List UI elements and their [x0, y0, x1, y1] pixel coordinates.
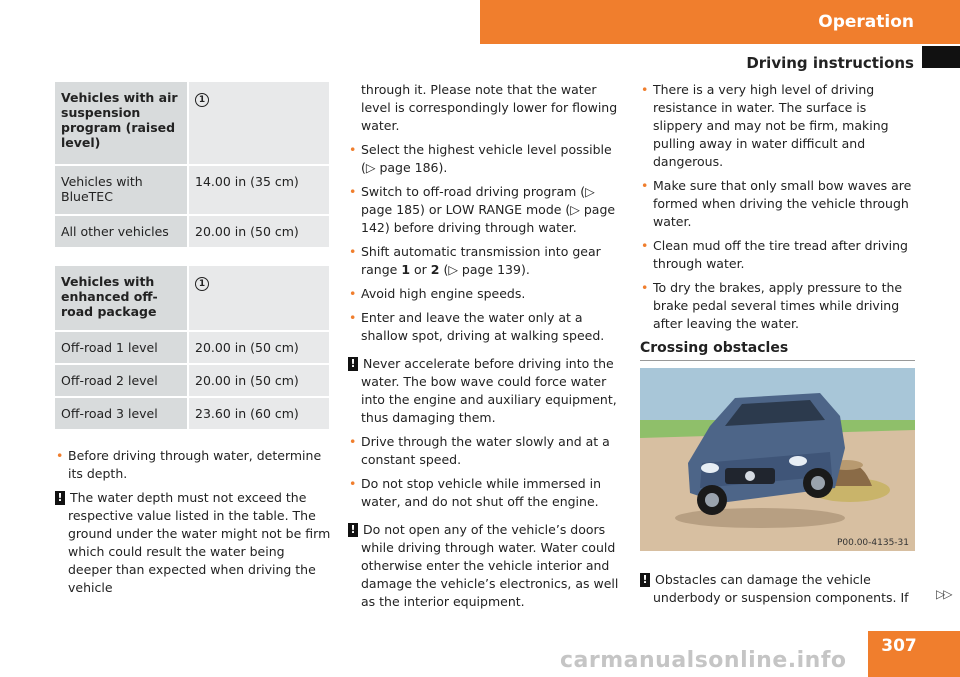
warning-note: ! The water depth must not exceed the respective value listed in the table. The ground under the water might not be firm which could result the water being deeper than expected when driving the vehicle	[55, 489, 332, 597]
table-header-label: Vehicles with enhanced off-road package	[55, 266, 187, 332]
list-item: • Select the highest vehicle level possible (▷ page 186).	[348, 141, 626, 177]
table-header-row	[55, 82, 329, 166]
exclamation-warning-icon: !	[348, 523, 358, 537]
subsection-title: Driving instructions	[746, 54, 914, 72]
list-item: • Enter and leave the water only at a shallow spot, driving at walking speed.	[348, 309, 626, 345]
circled-number-icon: 1	[195, 277, 209, 291]
warning-note: ! Do not open any of the vehicle’s doors while driving through water. Water could otherwise enter the vehicle interior and damage the vehicle’s electronics, as well as the interior equipment.	[348, 521, 626, 611]
table-row	[55, 216, 329, 249]
suv-illustration-graphic	[640, 368, 915, 551]
watermark: carmanualsonline.info	[560, 648, 847, 673]
column-3-warning	[640, 571, 918, 613]
list-item: • Do not stop vehicle while immersed in water, and do not shut off the engine.	[348, 475, 626, 511]
table-row	[55, 365, 329, 398]
page-number: 307	[881, 636, 917, 656]
exclamation-warning-icon: !	[348, 357, 358, 371]
water-depth-table-off-road	[55, 266, 329, 431]
list-item: • There is a very high level of driving resistance in water. The surface is slippery and may not be firm, making pulling away in water difficult and dangerous.	[640, 81, 918, 171]
table-cell-value: 20.00 in (50 cm)	[187, 216, 329, 249]
table-cell-label: Off-road 1 level	[55, 332, 187, 365]
water-depth-table-air-suspension	[55, 82, 329, 249]
thumb-tab	[922, 46, 960, 68]
table-cell-value: 23.60 in (60 cm)	[187, 398, 329, 431]
suv-obstacle-illustration	[640, 368, 915, 551]
image-code: P00.00-4135-31	[836, 538, 909, 548]
table-row	[55, 332, 329, 365]
list-item: • Switch to off-road driving program (▷ page 185) or LOW RANGE mode (▷ page 142) before driving through water.	[348, 183, 626, 237]
crossing-obstacles-heading: Crossing obstacles	[640, 340, 915, 361]
exclamation-warning-icon: !	[55, 491, 65, 505]
continued-paragraph: through it. Please note that the water level is correspondingly lower for flowing water.	[361, 82, 618, 133]
continue-arrow-icon: ▷▷	[936, 587, 951, 601]
list-item: • Make sure that only small bow waves are formed when driving the vehicle through water.	[640, 177, 918, 231]
section-title: Operation	[818, 12, 914, 32]
table-cell-value: 20.00 in (50 cm)	[187, 365, 329, 398]
list-item: • Drive through the water slowly and at a constant speed.	[348, 433, 626, 469]
table-row	[55, 398, 329, 431]
table-header-marker	[187, 82, 329, 166]
warning-note: ! Never accelerate before driving into the water. The bow wave could force water into the engine and auxiliary equipment, thus damaging them.	[348, 355, 626, 427]
table-cell-value: 20.00 in (50 cm)	[187, 332, 329, 365]
table-cell-label: Vehicles with BlueTEC	[55, 166, 187, 216]
table-cell-label: All other vehicles	[55, 216, 187, 249]
column-2-text	[348, 81, 626, 617]
exclamation-warning-icon: !	[640, 573, 650, 587]
warning-note: ! Obstacles can damage the vehicle underbody or suspension components. If	[640, 571, 918, 607]
list-item: • Shift automatic transmission into gear range 1 or 2 (▷ page 139).	[348, 243, 626, 279]
table-cell-label: Off-road 3 level	[55, 398, 187, 431]
list-item: • Clean mud off the tire tread after driving through water.	[640, 237, 918, 273]
table-header-row	[55, 266, 329, 332]
column-1-text	[55, 447, 332, 603]
table-header-label: Vehicles with air suspension program (raised level)	[55, 82, 187, 166]
table-cell-value: 14.00 in (35 cm)	[187, 166, 329, 216]
column-3-text	[640, 81, 918, 339]
circled-number-icon: 1	[195, 93, 209, 107]
list-item: • Avoid high engine speeds.	[348, 285, 626, 303]
table-row	[55, 166, 329, 216]
list-item: • To dry the brakes, apply pressure to the brake pedal several times while driving after leaving the water.	[640, 279, 918, 333]
table-header-marker	[187, 266, 329, 332]
table-cell-label: Off-road 2 level	[55, 365, 187, 398]
list-item: • Before driving through water, determine its depth.	[55, 447, 332, 483]
